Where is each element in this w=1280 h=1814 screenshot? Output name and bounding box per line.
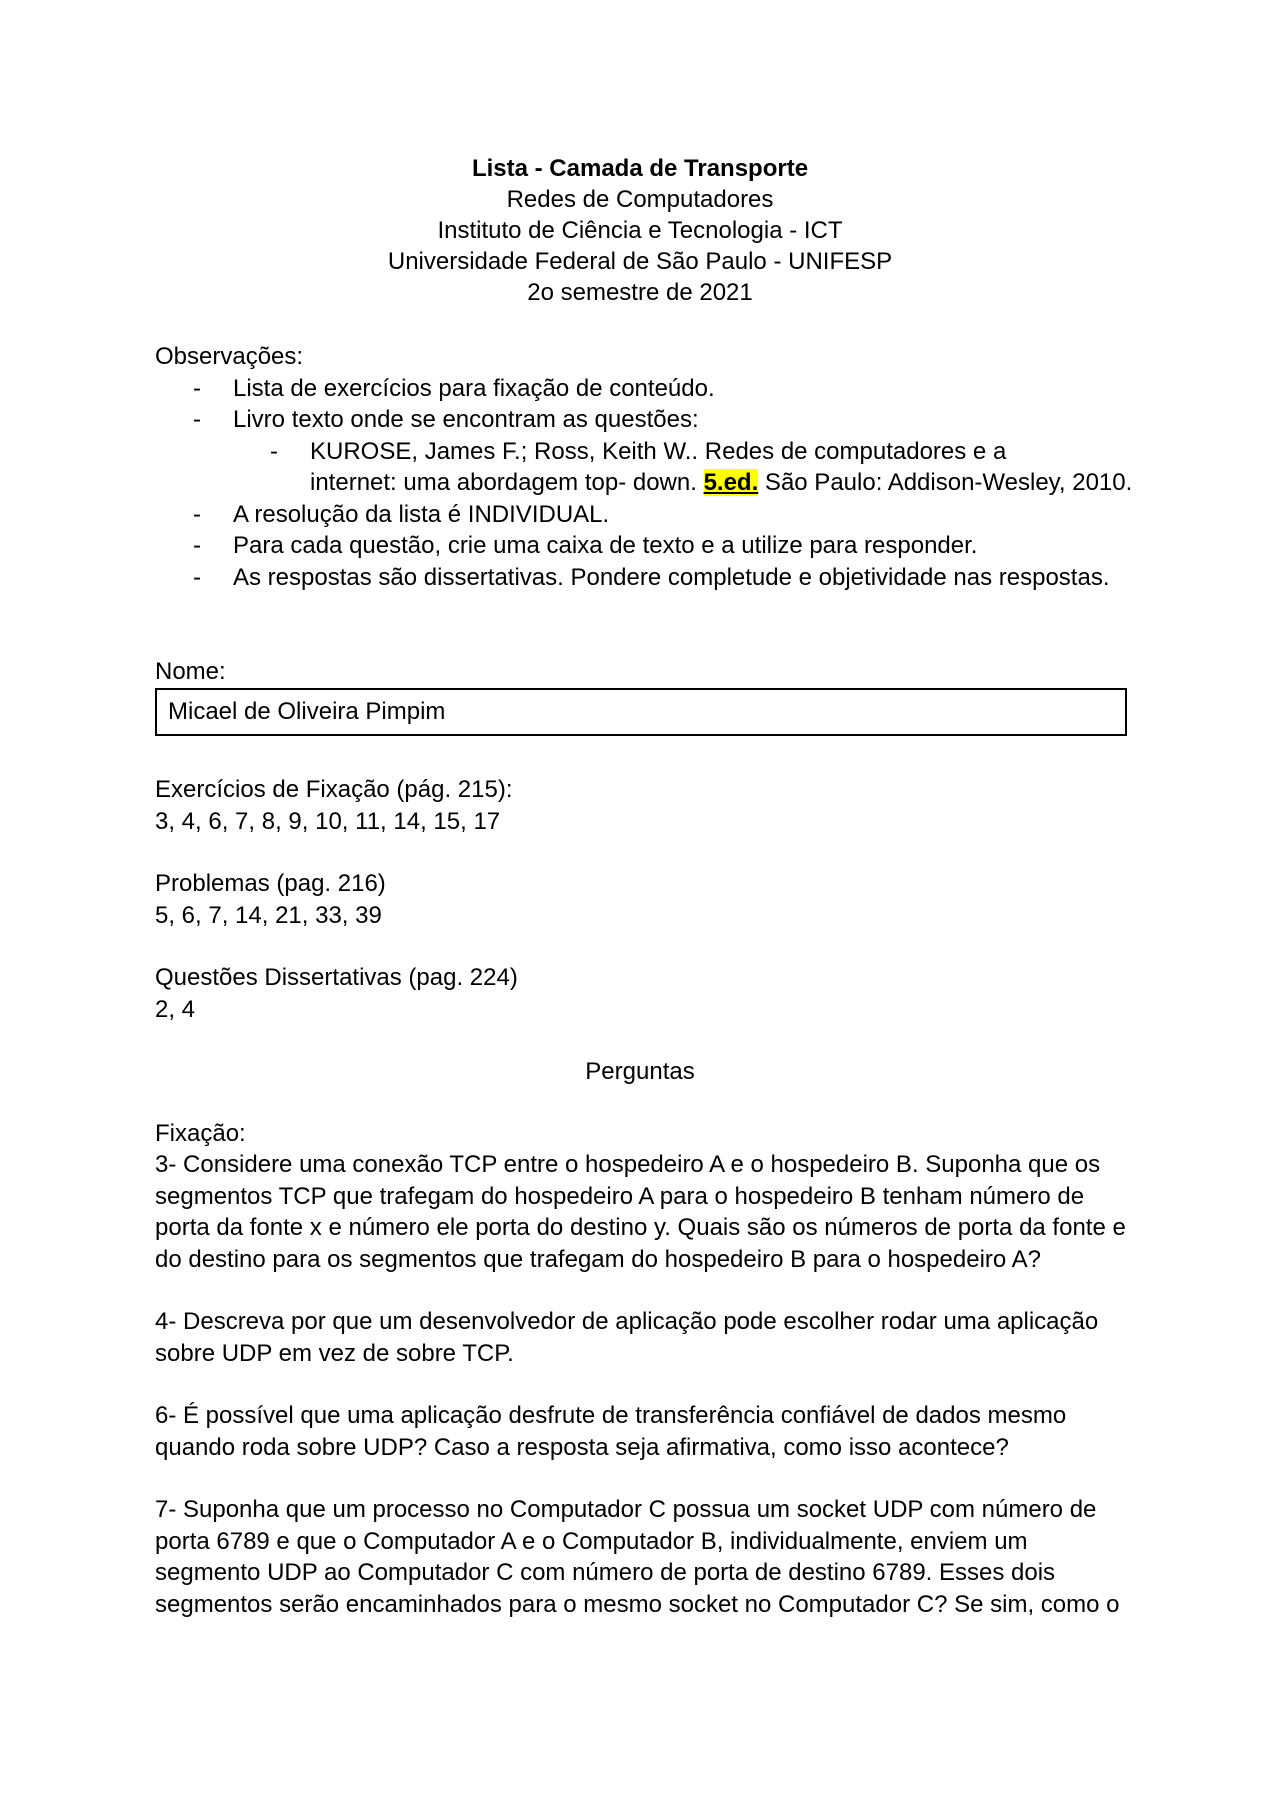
reference-item xyxy=(155,436,1135,499)
question-line: porta da fonte x e número ele porta do destino y. Quais são os números de porta da fonte e xyxy=(155,1214,1126,1241)
observation-item xyxy=(155,562,1135,594)
observation-item xyxy=(155,499,1135,531)
question-line: segmentos serão encaminhados para o mesmo socket no Computador C? Se sim, como o xyxy=(155,1590,1120,1618)
observation-text: As respostas são dissertativas. Pondere completude e objetividade nas respostas. xyxy=(233,563,1110,591)
question-line: segmento UDP ao Computador C com número de porta de destino 6789. Esses dois xyxy=(155,1559,1056,1586)
question-line: segmentos TCP que trafegam do hospedeiro A para o hospedeiro B tenham número de xyxy=(155,1182,1085,1210)
fixation-heading: Exercícios de Fixação (pág. 215): xyxy=(155,776,513,803)
question-6 xyxy=(155,1400,1135,1463)
observation-text: Livro texto onde se encontram as questões: xyxy=(233,406,699,433)
observation-text: A resolução da lista é INDIVIDUAL. xyxy=(233,500,610,528)
institute-name: Instituto de Ciência e Tecnologia - ICT xyxy=(437,217,843,244)
name-text-box[interactable]: Micael de Oliveira Pimpim xyxy=(155,688,1127,736)
question-4 xyxy=(155,1306,1135,1369)
problems-section xyxy=(155,868,1135,931)
question-line: 6- É possível que uma aplicação desfrute de transferência confiável de dados mesmo xyxy=(155,1402,1067,1429)
bullet-dash: - xyxy=(193,532,201,559)
observation-item xyxy=(155,373,1135,405)
observation-text: Lista de exercícios para fixação de conteúdo. xyxy=(233,374,715,402)
question-line: 4- Descreva por que um desenvolvedor de aplicação pode escolher rodar uma aplicação xyxy=(155,1308,1099,1335)
fixation-items: 3, 4, 6, 7, 8, 9, 10, 11, 14, 15, 17 xyxy=(155,807,501,835)
fixation-subheading: Fixação: xyxy=(155,1120,246,1147)
question-line: quando roda sobre UDP? Caso a resposta seja afirmativa, como isso acontece? xyxy=(155,1433,1009,1461)
course-name: Redes de Computadores xyxy=(506,186,774,213)
document-title: Lista - Camada de Transporte xyxy=(471,155,809,182)
essay-heading: Questões Dissertativas (pag. 224) xyxy=(155,964,518,991)
observation-item xyxy=(155,404,1135,436)
question-line: 3- Considere uma conexão TCP entre o hospedeiro A e o hospedeiro B. Suponha que os xyxy=(155,1151,1101,1178)
essay-items: 2, 4 xyxy=(155,995,196,1023)
bullet-dash: - xyxy=(193,500,201,528)
questions-heading: Perguntas xyxy=(585,1058,695,1085)
question-line: do destino para os segmentos que trafegam do hospedeiro B para o hospedeiro A? xyxy=(155,1245,1041,1273)
reference-line-1: KUROSE, James F.; Ross, Keith W.. Redes de computadores e a xyxy=(310,437,1007,465)
name-label: Nome: xyxy=(155,658,226,685)
bullet-dash: - xyxy=(193,406,201,433)
question-7 xyxy=(155,1494,1135,1620)
fixation-exercises-section xyxy=(155,774,1135,837)
question-line: 7- Suponha que um processo no Computador C possua um socket UDP com número de xyxy=(155,1496,1097,1523)
semester: 2o semestre de 2021 xyxy=(527,279,753,306)
question-line: porta 6789 e que o Computador A e o Computador B, individualmente, enviem um xyxy=(155,1527,1028,1555)
problems-heading: Problemas (pag. 216) xyxy=(155,870,386,897)
essay-questions-section xyxy=(155,962,1135,1025)
reference-line-2-end: São Paulo: Addison-Wesley, 2010. xyxy=(758,469,1133,496)
reference-line-2-start: internet: uma abordagem top- down. xyxy=(310,469,704,496)
question-3 xyxy=(155,1149,1135,1275)
observation-text: Para cada questão, crie uma caixa de texto e a utilize para responder. xyxy=(233,532,978,559)
observations-section xyxy=(155,341,1135,593)
bullet-dash: - xyxy=(270,437,278,465)
observation-item xyxy=(155,530,1135,562)
question-line: sobre UDP em vez de sobre TCP. xyxy=(155,1339,514,1367)
edition-highlight: 5.ed. xyxy=(703,469,759,496)
problems-items: 5, 6, 7, 14, 21, 33, 39 xyxy=(155,901,382,929)
university-name: Universidade Federal de São Paulo - UNIFESP xyxy=(387,248,893,275)
bullet-dash: - xyxy=(193,374,201,402)
observations-heading: Observações: xyxy=(155,343,304,370)
bullet-dash: - xyxy=(193,563,201,591)
